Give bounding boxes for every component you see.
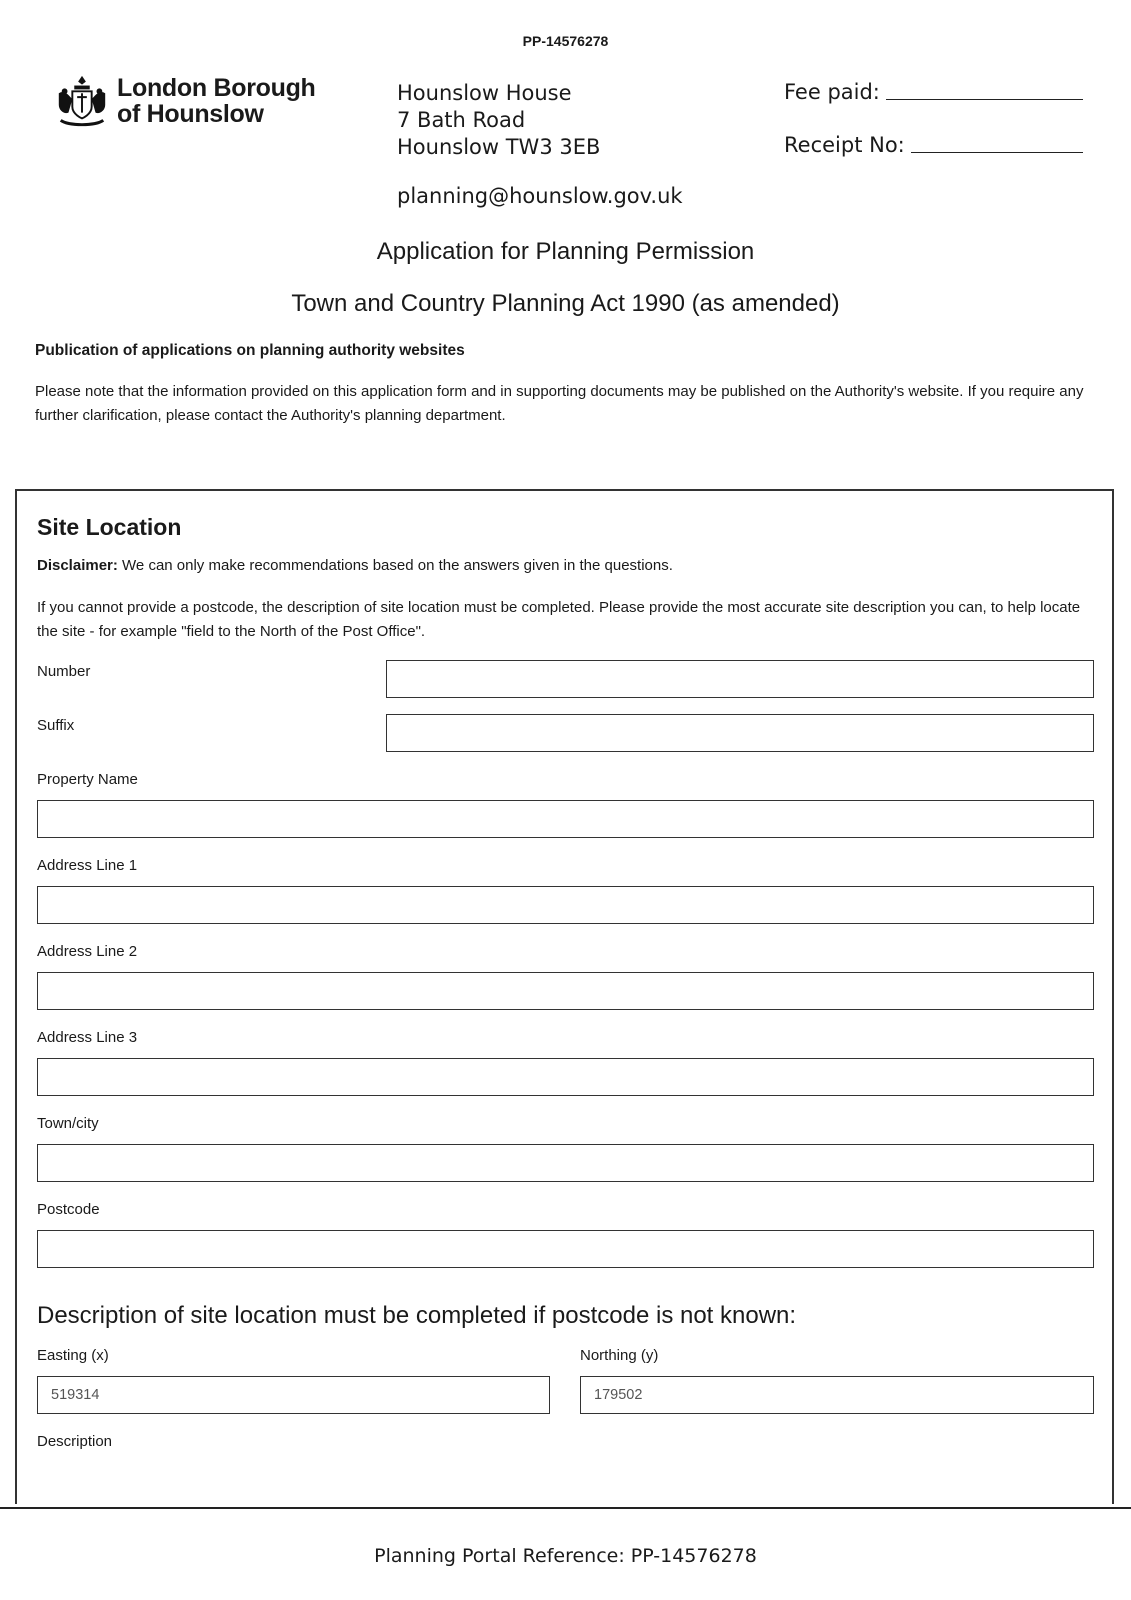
council-address [397, 80, 600, 161]
address-line: Hounslow House [397, 81, 572, 105]
disclaimer-label: Disclaimer: [37, 557, 118, 574]
reference-number: PP-14576278 [522, 33, 609, 49]
description-label: Description [37, 1433, 113, 1450]
fee-paid-line [886, 99, 1083, 100]
northing-input[interactable] [580, 1376, 1094, 1414]
northing-label: Northing (y) [580, 1347, 659, 1364]
disclaimer-text: We can only make recommendations based on the answers given in the questions. [117, 557, 673, 574]
publication-heading: Publication of applications on planning authority websites [35, 342, 465, 359]
address-line1-label: Address Line 1 [37, 857, 138, 874]
northing-value: 179502 [594, 1387, 643, 1403]
address-line3-label: Address Line 3 [37, 1029, 138, 1046]
number-input[interactable] [386, 660, 1094, 698]
publication-body: Please note that the information provided on this application form and in supporting documents may be published on the Authority's website. If you require any further clarification, please contact the Authority's planning department. [35, 383, 1084, 424]
address-line: 7 Bath Road [397, 108, 526, 132]
address-line1-input[interactable] [37, 886, 1094, 924]
town-input[interactable] [37, 1144, 1094, 1182]
section-title: Site Location [37, 514, 182, 540]
fee-paid-field [784, 80, 1083, 104]
receipt-line [911, 152, 1083, 153]
council-email: planning@hounslow.gov.uk [397, 184, 683, 208]
address-line: Hounslow TW3 3EB [397, 135, 601, 159]
number-label: Number [37, 663, 91, 680]
footer-divider [0, 1507, 1131, 1509]
easting-value: 519314 [51, 1387, 100, 1403]
council-logo [53, 72, 316, 130]
suffix-label: Suffix [37, 717, 75, 734]
form-title: Application for Planning Permission [376, 238, 755, 265]
description-heading: Description of site location must be completed if postcode is not known: [37, 1302, 797, 1329]
postcode-note: If you cannot provide a postcode, the description of site location must be completed. Please provide the most accurate site description you can, to help locate the site - for example "field to the North of the Post Office". [37, 599, 1081, 640]
council-name-line2: of Hounslow [117, 100, 264, 128]
form-act: Town and Country Planning Act 1990 (as amended) [291, 290, 840, 317]
council-name-line1: London Borough [117, 74, 316, 102]
property-name-label: Property Name [37, 771, 138, 788]
address-line3-input[interactable] [37, 1058, 1094, 1096]
fee-paid-label: Fee paid: [784, 80, 880, 104]
coat-of-arms-icon [53, 72, 111, 130]
receipt-label: Receipt No: [784, 133, 905, 157]
address-line2-input[interactable] [37, 972, 1094, 1010]
suffix-input[interactable] [386, 714, 1094, 752]
easting-label: Easting (x) [37, 1347, 109, 1364]
property-name-input[interactable] [37, 800, 1094, 838]
address-line2-label: Address Line 2 [37, 943, 138, 960]
receipt-field [784, 133, 1083, 157]
town-label: Town/city [37, 1115, 99, 1132]
disclaimer [37, 557, 673, 574]
footer-reference: Planning Portal Reference: PP-14576278 [374, 1545, 757, 1567]
postcode-input[interactable] [37, 1230, 1094, 1268]
easting-input[interactable] [37, 1376, 550, 1414]
postcode-label: Postcode [37, 1201, 100, 1218]
